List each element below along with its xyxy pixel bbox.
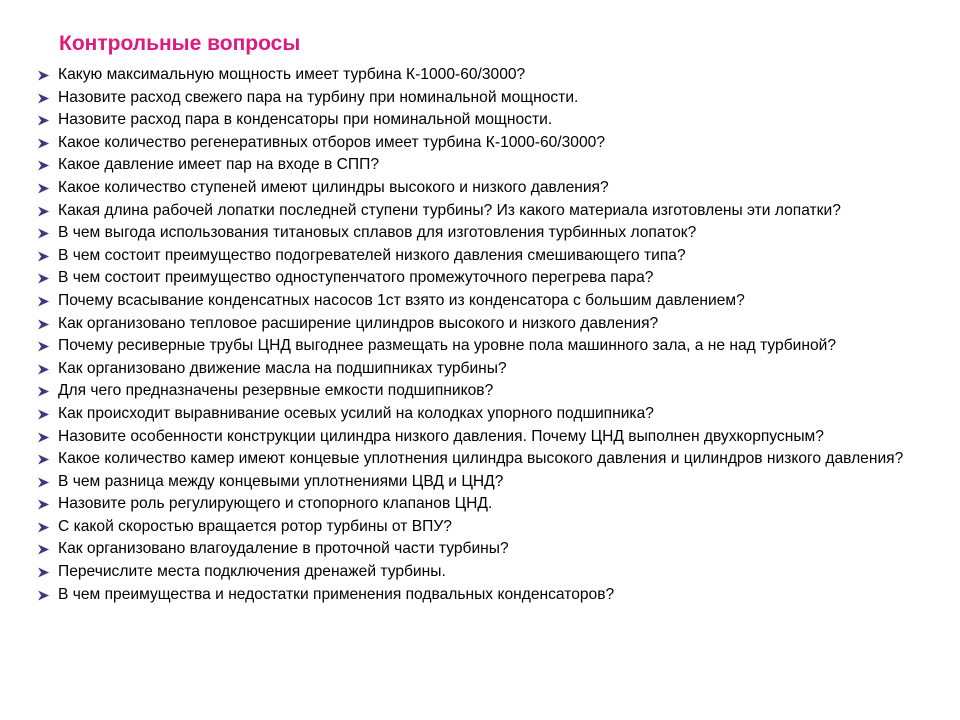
question-item [36,471,926,494]
question-item [36,493,926,516]
question-item [36,561,926,584]
arrowhead-bullet-icon [36,200,52,222]
question-text: Почему всасывание конденсатных насосов 1ст взято из конденсатора с большим давлением? [58,291,745,309]
question-text: Какое количество камер имеют концевые уплотнения цилиндра высокого давления и цилиндров низкого давления? [58,450,904,468]
question-item [36,200,926,223]
question-item [36,245,926,268]
question-text: С какой скоростью вращается ротор турбины от ВПУ? [58,517,452,535]
question-item [36,177,926,200]
arrowhead-bullet-icon [36,132,52,154]
question-item [36,267,926,290]
question-text: Перечислите места подключения дренажей турбины. [58,563,446,581]
question-text: Как организовано тепловое расширение цилиндров высокого и низкого давления? [58,314,659,332]
arrowhead-bullet-icon [36,335,52,357]
question-text: Для чего предназначены резервные емкости подшипников? [58,382,494,400]
arrowhead-bullet-icon [36,584,52,606]
question-item [36,222,926,245]
question-item [36,132,926,155]
question-text: В чем выгода использования титановых сплавов для изготовления турбинных лопаток? [58,224,697,242]
question-item [36,290,926,313]
arrowhead-bullet-icon [36,313,52,335]
question-item [36,426,926,449]
question-text: В чем преимущества и недостатки применения подвальных конденсаторов? [58,585,615,603]
arrowhead-bullet-icon [36,471,52,493]
question-item [36,358,926,381]
question-item [36,448,926,471]
arrowhead-bullet-icon [36,222,52,244]
question-text: Какое давление имеет пар на входе в СПП? [58,156,380,174]
question-text: Как организовано движение масла на подшипниках турбины? [58,359,507,377]
arrowhead-bullet-icon [36,290,52,312]
question-text: Почему ресиверные трубы ЦНД выгоднее размещать на уровне пола машинного зала, а не над турбиной? [58,337,837,355]
arrowhead-bullet-icon [36,448,52,470]
question-text: Какое количество регенеративных отборов имеет турбина К-1000-60/3000? [58,133,605,151]
question-item [36,64,926,87]
question-text: Назовите особенности конструкции цилиндра низкого давления. Почему ЦНД выполнен двухкорпусным? [58,427,824,445]
question-item [36,154,926,177]
question-text: Назовите расход свежего пара на турбину при номинальной мощности. [58,88,579,106]
question-text: Как происходит выравнивание осевых усилий на колодках упорного подшипника? [58,404,654,422]
question-item [36,584,926,607]
question-list [36,64,926,606]
question-item [36,109,926,132]
question-text: Назовите расход пара в конденсаторы при номинальной мощности. [58,111,553,129]
question-item [36,538,926,561]
question-item [36,403,926,426]
question-item [36,380,926,403]
slide-title: Контрольные вопросы [59,32,301,55]
arrowhead-bullet-icon [36,358,52,380]
question-item [36,516,926,539]
arrowhead-bullet-icon [36,109,52,131]
arrowhead-bullet-icon [36,177,52,199]
question-text: Какое количество ступеней имеют цилиндры высокого и низкого давления? [58,178,609,196]
question-item [36,87,926,110]
arrowhead-bullet-icon [36,64,52,86]
arrowhead-bullet-icon [36,380,52,402]
arrowhead-bullet-icon [36,87,52,109]
arrowhead-bullet-icon [36,403,52,425]
question-text: Назовите роль регулирующего и стопорного клапанов ЦНД. [58,495,493,513]
arrowhead-bullet-icon [36,426,52,448]
arrowhead-bullet-icon [36,561,52,583]
question-text: Какая длина рабочей лопатки последней ступени турбины? Из какого материала изготовлены эти лопатки? [58,201,841,219]
question-item [36,335,926,358]
question-text: В чем состоит преимущество подогревателей низкого давления смешивающего типа? [58,246,686,264]
question-item [36,313,926,336]
question-text: Как организовано влагоудаление в проточной части турбины? [58,540,509,558]
question-text: В чем разница между концевыми уплотнениями ЦВД и ЦНД? [58,472,504,490]
question-text: В чем состоит преимущество одноступенчатого промежуточного перегрева пара? [58,269,654,287]
question-text: Какую максимальную мощность имеет турбина К-1000-60/3000? [58,66,526,83]
arrowhead-bullet-icon [36,538,52,560]
arrowhead-bullet-icon [36,245,52,267]
arrowhead-bullet-icon [36,154,52,176]
arrowhead-bullet-icon [36,267,52,289]
arrowhead-bullet-icon [36,516,52,538]
arrowhead-bullet-icon [36,493,52,515]
